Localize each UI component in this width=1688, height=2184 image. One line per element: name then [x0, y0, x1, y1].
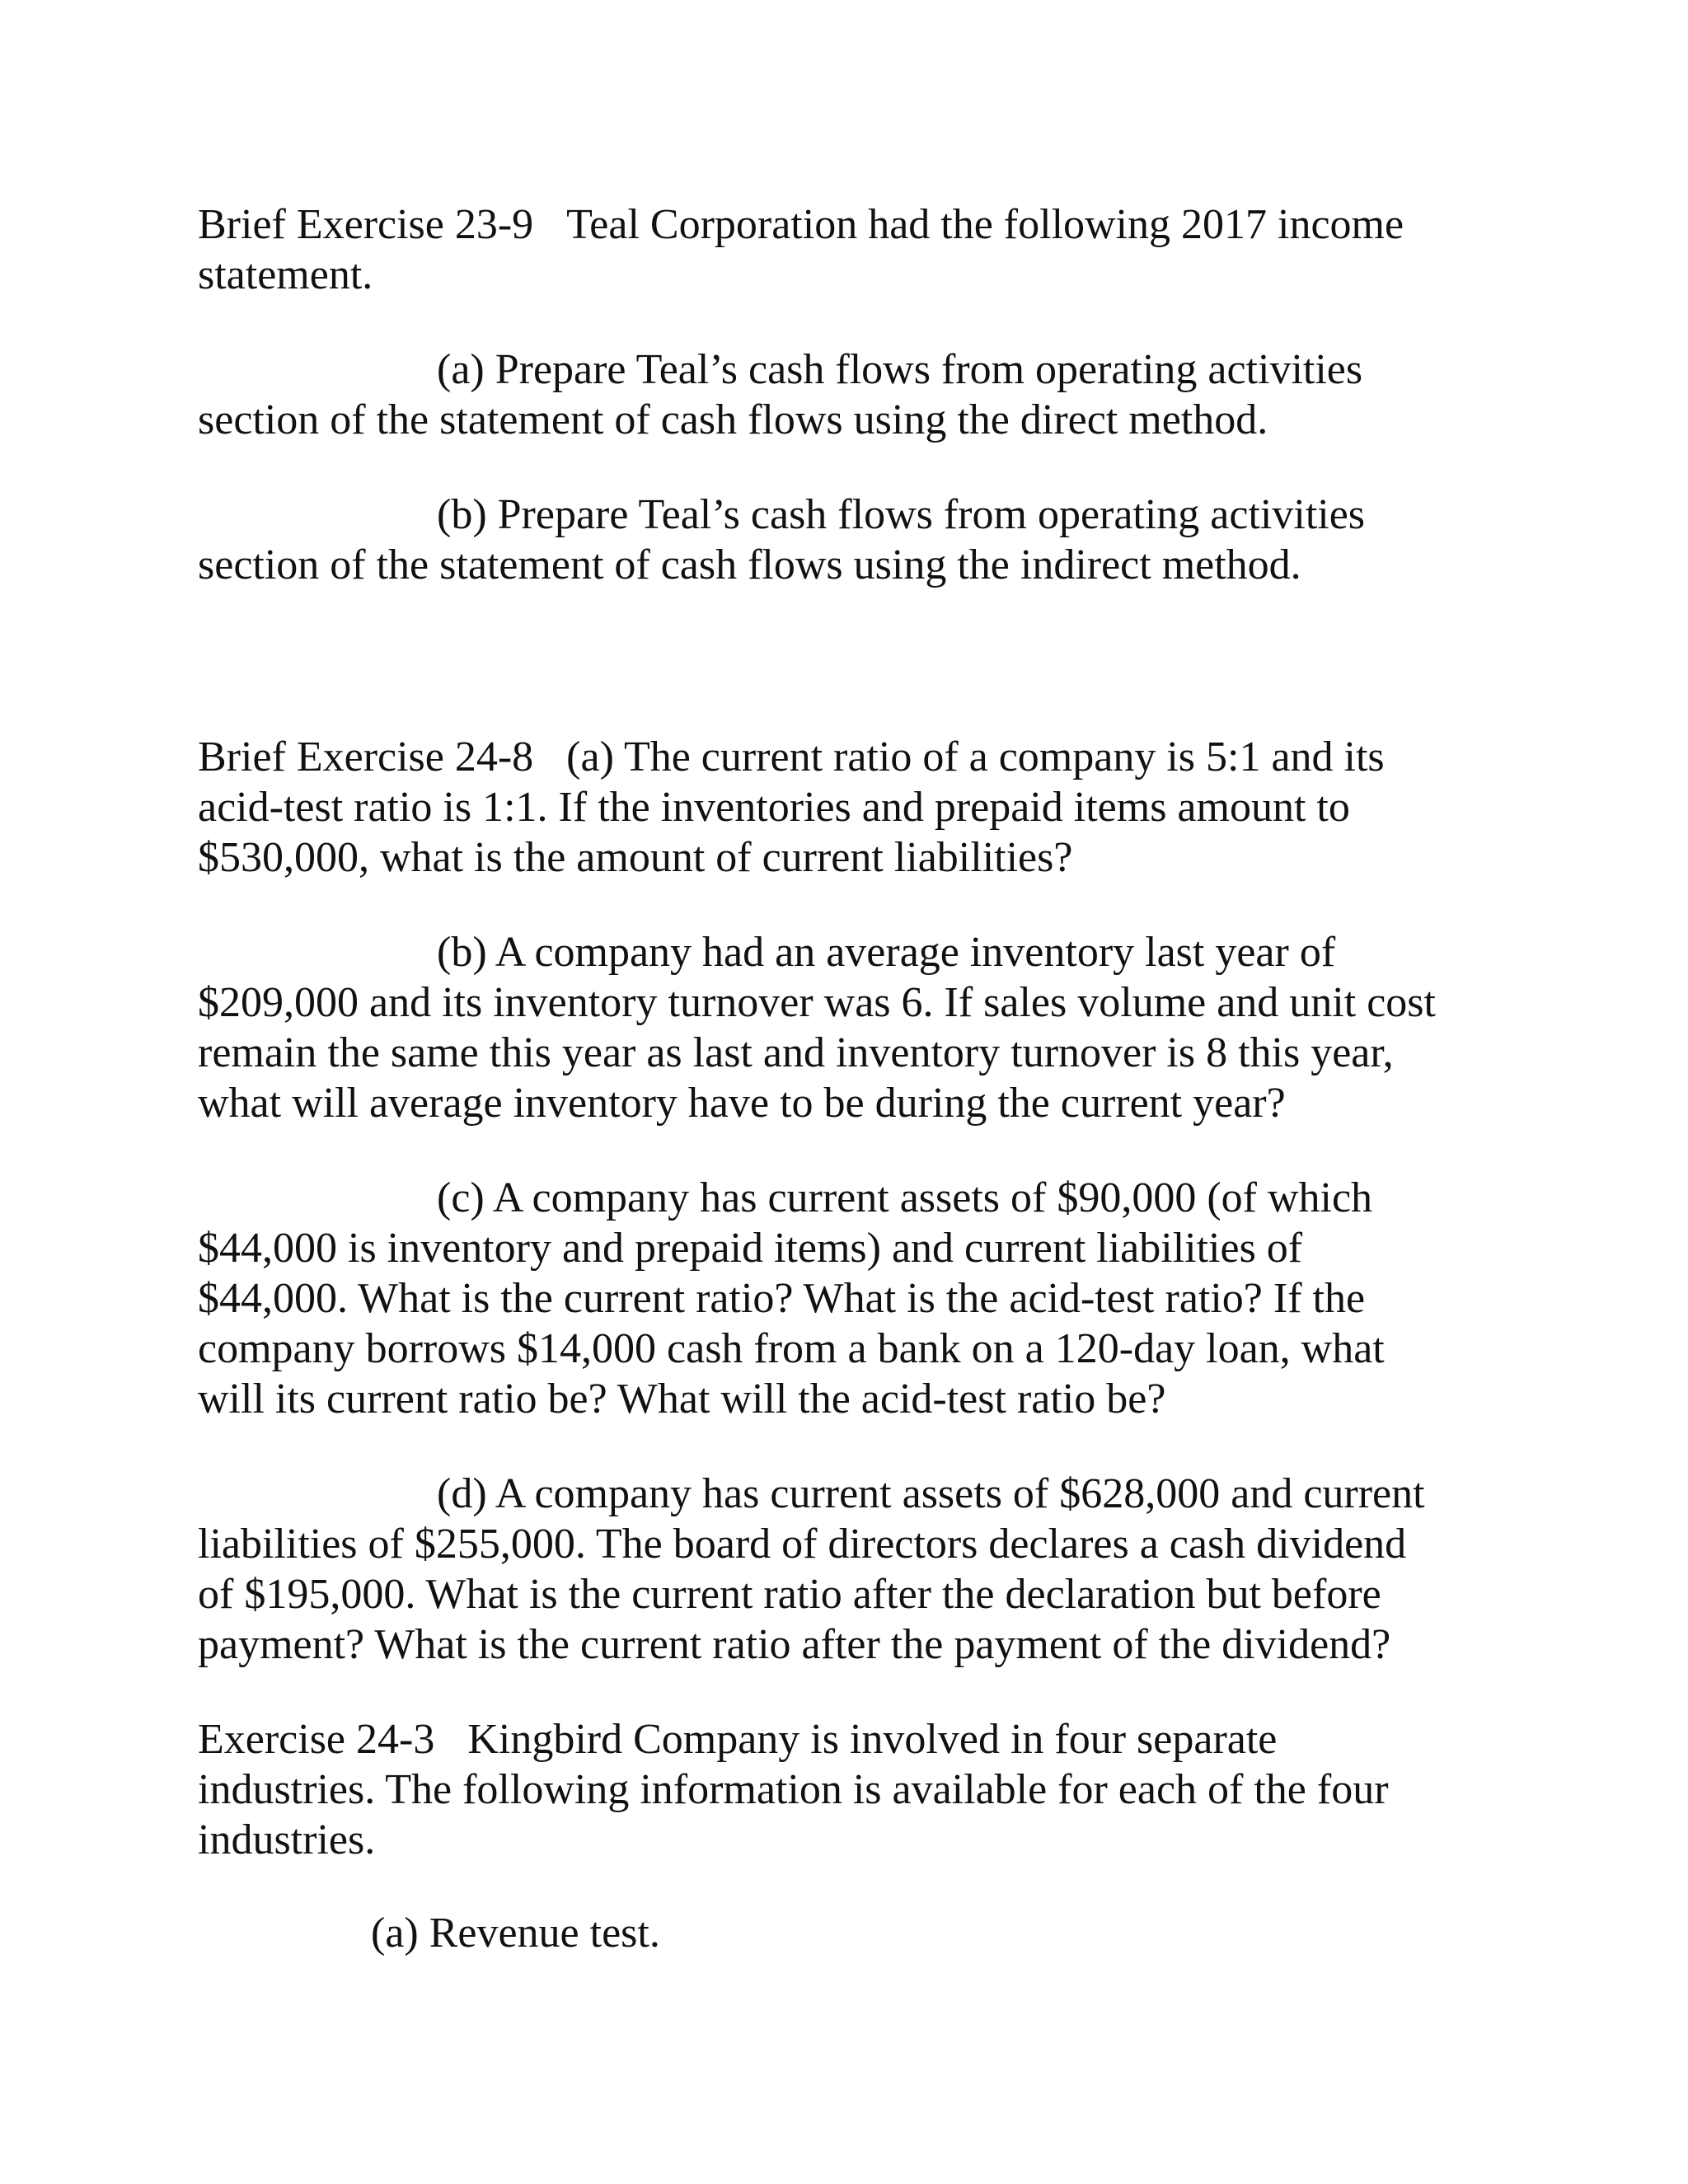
exercise-text-line: (d) A company has current assets of $628,000 and current	[437, 1470, 1425, 1517]
exercise-text-line: (b) A company had an average inventory last year of	[437, 929, 1336, 976]
exercise-heading: Exercise 24-3	[198, 1716, 435, 1763]
exercise-text-line: statement.	[198, 251, 373, 298]
exercise-24-3	[198, 1714, 1484, 1865]
exercise-text-line: section of the statement of cash flows using the indirect method.	[198, 541, 1301, 588]
exercise-text-line: company borrows $14,000 cash from a bank on a 120-day loan, what	[198, 1325, 1385, 1372]
part-d-cash-dividend	[198, 1469, 1484, 1670]
exercise-text-line: (c) A company has current assets of $90,000 (of which	[437, 1174, 1373, 1221]
exercise-heading: Brief Exercise 23-9	[198, 201, 534, 248]
part-b-indirect-method	[198, 490, 1484, 590]
brief-exercise-24-8	[198, 732, 1484, 883]
exercise-text-line: $44,000 is inventory and prepaid items) and current liabilities of	[198, 1225, 1303, 1272]
exercise-text-line: $530,000, what is the amount of current liabilities?	[198, 834, 1073, 881]
exercise-text-line: (b) Prepare Teal’s cash flows from operating activities	[437, 491, 1366, 538]
exercise-text-line: liabilities of $255,000. The board of directors declares a cash dividend	[198, 1521, 1407, 1568]
exercise-text-line: industries. The following information is available for each of the four	[198, 1766, 1389, 1813]
exercise-text-line: of $195,000. What is the current ratio after the declaration but before	[198, 1571, 1381, 1618]
part-c-current-ratio	[198, 1173, 1484, 1424]
exercise-heading: Brief Exercise 24-8	[198, 733, 534, 780]
brief-exercise-23-9	[198, 199, 1484, 300]
exercise-text-line: section of the statement of cash flows using the direct method.	[198, 396, 1268, 443]
exercise-text-line: (a) The current ratio of a company is 5:1 and its	[566, 733, 1385, 780]
exercise-text-line: $44,000. What is the current ratio? What is the acid-test ratio? If the	[198, 1275, 1366, 1322]
exercise-text-line: remain the same this year as last and inventory turnover is 8 this year,	[198, 1029, 1394, 1076]
exercise-text-line: Teal Corporation had the following 2017 income	[566, 201, 1404, 248]
part-b-inventory-turnover	[198, 927, 1484, 1128]
exercise-text-line: (a) Prepare Teal’s cash flows from operating activities	[437, 346, 1363, 393]
part-a-direct-method	[198, 344, 1484, 445]
exercise-text-line: (a) Revenue test.	[371, 1910, 660, 1957]
exercise-text-line: acid-test ratio is 1:1. If the inventories and prepaid items amount to	[198, 784, 1350, 831]
exercise-text-line: will its current ratio be? What will the acid-test ratio be?	[198, 1376, 1166, 1422]
exercise-text-line: Kingbird Company is involved in four separate	[467, 1716, 1278, 1763]
exercise-text-line: payment? What is the current ratio after the payment of the dividend?	[198, 1621, 1391, 1668]
exercise-text-line: what will average inventory have to be during the current year?	[198, 1080, 1286, 1127]
part-a-revenue-test	[198, 1908, 1484, 1958]
exercise-text-line: industries.	[198, 1816, 376, 1863]
exercise-text-line: $209,000 and its inventory turnover was 6. If sales volume and unit cost	[198, 979, 1436, 1026]
